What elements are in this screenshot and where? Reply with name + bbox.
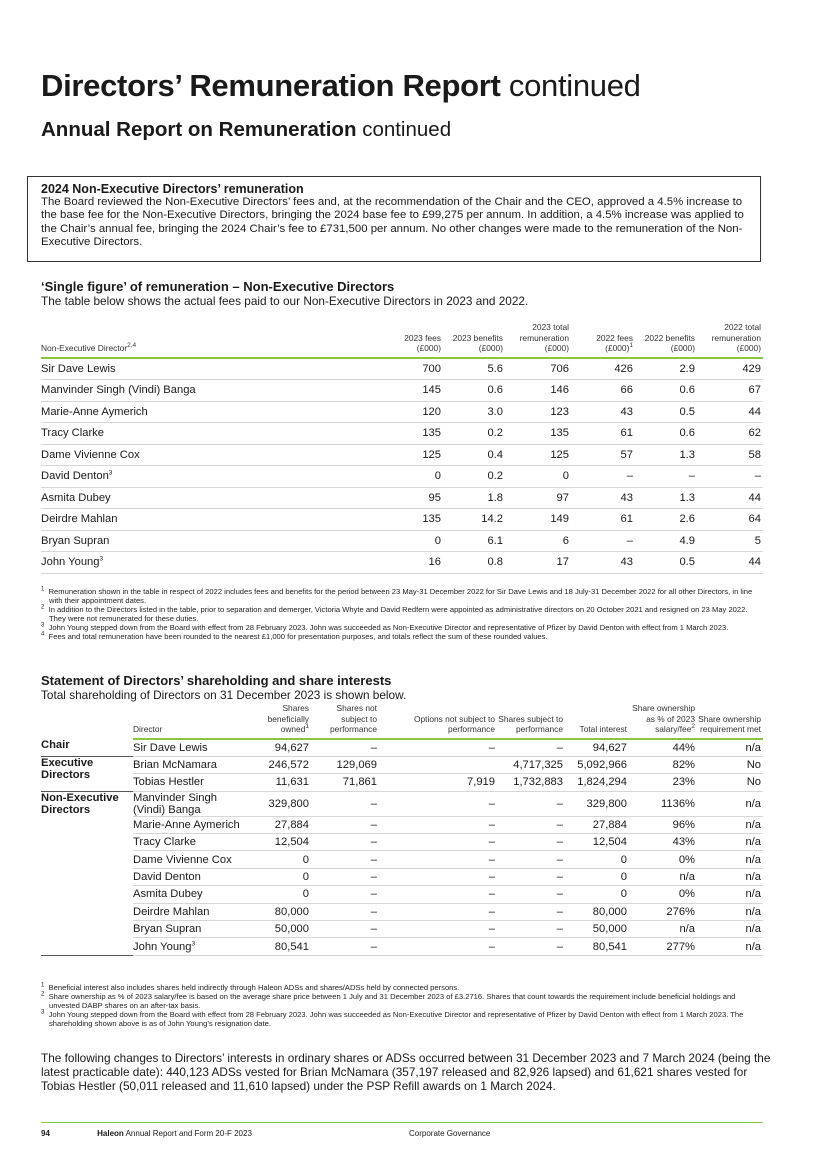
table-cell: 0 — [565, 851, 629, 868]
table-cell: 135 — [381, 423, 443, 445]
table-row — [41, 423, 763, 445]
single-figure-heading: ‘Single figure’ of remuneration – Non-Executive Directors — [41, 279, 395, 294]
table-cell: – — [379, 921, 497, 938]
table-cell: – — [497, 903, 565, 920]
director-name: John Young$^3$ — [41, 552, 381, 574]
table-cell: 16 — [381, 552, 443, 574]
table-cell: 0% — [629, 851, 697, 868]
director-name: David Denton — [133, 868, 251, 885]
table-cell: – — [379, 816, 497, 833]
col-header-2022-fees: 2022 fees (£000)$^1$ — [571, 322, 635, 358]
col-header-group — [41, 703, 133, 739]
footnote: $^1$ Beneficial interest also includes shares held indirectly through Haleon ADSs and shares/ADSs held by connected persons. — [41, 982, 460, 992]
shareholding-table — [41, 703, 763, 956]
footer-rule — [41, 1122, 763, 1123]
table-cell: 0 — [381, 530, 443, 552]
table-cell: 0% — [629, 886, 697, 903]
single-figure-table — [41, 322, 763, 574]
table-cell: 120 — [381, 401, 443, 423]
table-row — [41, 530, 763, 552]
table-cell: 58 — [697, 444, 763, 466]
table-cell: 5.6 — [443, 358, 505, 380]
col-header-requirement: Share ownership requirement met — [697, 703, 763, 739]
table-cell: 135 — [505, 423, 571, 445]
table-cell: 12,504 — [251, 834, 311, 851]
table-cell: 94,627 — [565, 739, 629, 757]
page-title: Directors’ Remuneration Report continued — [41, 68, 641, 103]
table-cell: 80,000 — [251, 903, 311, 920]
table-cell: 96% — [629, 816, 697, 833]
table-cell: 0.8 — [443, 552, 505, 574]
table-cell: – — [571, 530, 635, 552]
table-cell: n/a — [697, 851, 763, 868]
director-name: Bryan Supran — [133, 921, 251, 938]
table-row — [41, 444, 763, 466]
table-cell: – — [311, 851, 379, 868]
table-cell: No — [697, 774, 763, 791]
col-header-2023-benefits: 2023 benefits (£000) — [443, 322, 505, 358]
ned-remuneration-box — [27, 176, 761, 262]
table-cell: – — [497, 834, 565, 851]
box-body: The Board reviewed the Non-Executive Directors’ fees and, at the recommendation of the Chair and the CEO, approved a 4.5% increase to the base fee for the Non-Executive Directors, bringing the 2024 base fee to £99,275 per annum. In addition, a 4.5% increase was applied to the Chair’s annual fee, bringing the 2024 Chair’s fee to £731,500 per annum. No other changes were made to the remuneration of the Non-Executive Directors. — [41, 196, 744, 249]
table-row — [41, 739, 763, 757]
col-header-2023-total: 2023 total remuneration (£000) — [505, 322, 571, 358]
table-cell: n/a — [697, 886, 763, 903]
table-cell: n/a — [697, 903, 763, 920]
table-cell: 0 — [251, 886, 311, 903]
table-cell: 12,504 — [565, 834, 629, 851]
table-cell: 1,824,294 — [565, 774, 629, 791]
col-header-subject: Shares subject to performance — [497, 703, 565, 739]
table-cell: 277% — [629, 938, 697, 955]
col-header-director: Director — [133, 703, 251, 739]
table-cell: – — [379, 868, 497, 885]
table-cell: 0.2 — [443, 423, 505, 445]
table-cell: 14.2 — [443, 509, 505, 531]
table-cell: n/a — [697, 791, 763, 816]
director-name: Manvinder Singh (Vindi) Banga — [133, 791, 251, 816]
director-name: Asmita Dubey — [133, 886, 251, 903]
table-cell: 1136% — [629, 791, 697, 816]
table-cell: 0 — [565, 868, 629, 885]
table-cell: 82% — [629, 756, 697, 773]
table-cell: – — [497, 851, 565, 868]
col-header-ownership-pct: Share ownership as % of 2023 salary/fee$^2$ — [629, 703, 697, 739]
director-name: Marie-Anne Aymerich — [41, 401, 381, 423]
col-header-2022-total: 2022 total remuneration (£000) — [697, 322, 763, 358]
table-cell: 43 — [571, 487, 635, 509]
table-row — [41, 886, 763, 903]
table-cell: 43 — [571, 552, 635, 574]
group-label: Non-Executive Directors — [41, 791, 133, 955]
page-subtitle: Annual Report on Remuneration continued — [41, 118, 452, 141]
table-cell: No — [697, 756, 763, 773]
col-header-options: Options not subject to performance — [379, 703, 497, 739]
table-cell: 62 — [697, 423, 763, 445]
footer-brand: Haleon — [97, 1129, 124, 1138]
page-footer — [41, 1129, 491, 1138]
col-header-2022-benefits: 2022 benefits (£000) — [635, 322, 697, 358]
table-cell: 11,631 — [251, 774, 311, 791]
table-cell: 125 — [381, 444, 443, 466]
table-row — [41, 791, 763, 816]
table-cell: 0.5 — [635, 552, 697, 574]
table-cell: 0.6 — [635, 380, 697, 402]
table-cell: 4.9 — [635, 530, 697, 552]
table-cell: 80,000 — [565, 903, 629, 920]
table-cell: n/a — [697, 921, 763, 938]
table-cell: 95 — [381, 487, 443, 509]
table-row — [41, 358, 763, 380]
table-cell: 61 — [571, 423, 635, 445]
shareholding-heading: Statement of Directors’ shareholding and share interests — [41, 673, 392, 688]
group-label: Chair — [41, 739, 133, 757]
shareholding-footnotes — [41, 983, 763, 1028]
table-cell: – — [497, 816, 565, 833]
table-cell: – — [571, 466, 635, 488]
table-cell: 66 — [571, 380, 635, 402]
table-cell: 80,541 — [251, 938, 311, 955]
table-cell: – — [311, 791, 379, 816]
table-row — [41, 756, 763, 773]
table-cell: – — [311, 834, 379, 851]
table-cell: 0.4 — [443, 444, 505, 466]
table-cell: 44 — [697, 552, 763, 574]
table-cell: 57 — [571, 444, 635, 466]
table-cell: – — [311, 739, 379, 757]
table-cell: – — [379, 791, 497, 816]
table-cell: 43% — [629, 834, 697, 851]
table-cell: 67 — [697, 380, 763, 402]
table-cell: – — [379, 834, 497, 851]
table-row — [41, 921, 763, 938]
table-row — [41, 938, 763, 955]
table-cell: 2.6 — [635, 509, 697, 531]
table-cell — [379, 756, 497, 773]
table-cell: 97 — [505, 487, 571, 509]
table-cell: 17 — [505, 552, 571, 574]
table-cell: 4,717,325 — [497, 756, 565, 773]
table-cell: – — [379, 903, 497, 920]
table-cell: 80,541 — [565, 938, 629, 955]
table-row — [41, 509, 763, 531]
table-cell: 700 — [381, 358, 443, 380]
table-cell: 64 — [697, 509, 763, 531]
table-row — [41, 401, 763, 423]
table-cell: 43 — [571, 401, 635, 423]
table-row — [41, 816, 763, 833]
table-row — [41, 868, 763, 885]
director-name: Dame Vivienne Cox — [41, 444, 381, 466]
table-cell: 7,919 — [379, 774, 497, 791]
table-row — [41, 851, 763, 868]
table-cell: 27,884 — [251, 816, 311, 833]
table-cell: n/a — [697, 816, 763, 833]
single-figure-intro: The table below shows the actual fees paid to our Non-Executive Directors in 2023 and 2022. — [41, 294, 529, 308]
director-name: Sir Dave Lewis — [133, 739, 251, 757]
table-cell: 246,572 — [251, 756, 311, 773]
table-cell: 50,000 — [251, 921, 311, 938]
table-cell: n/a — [629, 868, 697, 885]
table-cell: 426 — [571, 358, 635, 380]
director-name: Marie-Anne Aymerich — [133, 816, 251, 833]
table-cell: 0 — [565, 886, 629, 903]
director-name: Sir Dave Lewis — [41, 358, 381, 380]
table-cell: 0.5 — [635, 401, 697, 423]
table-cell: – — [379, 739, 497, 757]
table-cell: – — [311, 938, 379, 955]
footnote: $^1$ Remuneration shown in the table in respect of 2022 includes fees and benefits for the period between 23 May-31 December 2022 for Sir Dave Lewis and 18 July-31 December 2022 for all other Directors, in line with their appointment dates. — [41, 586, 753, 605]
table-cell: 2.9 — [635, 358, 697, 380]
table-cell: – — [311, 921, 379, 938]
table-cell: 0.6 — [443, 380, 505, 402]
col-header-2023-fees: 2023 fees (£000) — [381, 322, 443, 358]
table-cell: 146 — [505, 380, 571, 402]
col-header-owned: Shares beneficially owned$^1$ — [251, 703, 311, 739]
table-cell: 3.0 — [443, 401, 505, 423]
table-cell: 0.6 — [635, 423, 697, 445]
table-cell: 27,884 — [565, 816, 629, 833]
col-header-not-subject: Shares not subject to performance — [311, 703, 379, 739]
footer-doc-title: Annual Report and Form 20-F 2023 — [125, 1129, 252, 1138]
director-name: Manvinder Singh (Vindi) Banga — [41, 380, 381, 402]
table-cell: – — [311, 816, 379, 833]
table-cell: – — [311, 868, 379, 885]
table-cell: 0.2 — [443, 466, 505, 488]
table-cell: 1.8 — [443, 487, 505, 509]
director-name: Tracy Clarke — [41, 423, 381, 445]
table-cell: 23% — [629, 774, 697, 791]
table-cell: – — [497, 739, 565, 757]
table-cell: – — [697, 466, 763, 488]
page-number: 94 — [41, 1129, 50, 1138]
single-figure-footnotes — [41, 587, 763, 641]
footnote: $^4$ Fees and total remuneration have been rounded to the nearest £1,000 for presentation purposes, and totals reflect the sum of these rounded values. — [41, 631, 548, 641]
closing-paragraph: The following changes to Directors’ interests in ordinary shares or ADSs occurred between 31 December 2023 and 7 March 2024 (being the latest practicable date): 440,123 ADSs vested for Brian McNamara (357,197 released and 82,926 lapsed) and 61,621 shares vested for Tobias Hestler (50,011 released and 11,610 lapsed) under the PSP Refill awards on 1 March 2024. — [41, 1051, 771, 1093]
table-cell: 0 — [381, 466, 443, 488]
table-cell: 1.3 — [635, 444, 697, 466]
table-cell: 5 — [697, 530, 763, 552]
table-cell: 1,732,883 — [497, 774, 565, 791]
table-row — [41, 487, 763, 509]
director-name: Tracy Clarke — [133, 834, 251, 851]
table-cell: 276% — [629, 903, 697, 920]
footnote: $^2$ Share ownership as % of 2023 salary/fee is based on the average share price between 1 July and 31 December 2023 of £3.2716. Shares that count towards the requirement include beneficial holdings and unvested DABP shares on an after-tax basis. — [41, 991, 736, 1010]
table-cell: 50,000 — [565, 921, 629, 938]
table-cell: – — [635, 466, 697, 488]
table-header-row — [41, 322, 763, 358]
table-cell: n/a — [697, 938, 763, 955]
director-name: Bryan Supran — [41, 530, 381, 552]
table-cell: – — [497, 886, 565, 903]
footnote: $^2$ In addition to the Directors listed in the table, prior to separation and demerger, Victoria Whyte and David Redfern were appointed as administrative directors on 20 October 2021 and resigned on 23 May 2022. They were not remunerated for these duties. — [41, 604, 748, 623]
table-cell: 44% — [629, 739, 697, 757]
director-name: Brian McNamara — [133, 756, 251, 773]
group-label: Executive Directors — [41, 756, 133, 791]
col-header-director: Non-Executive Director$^{2,4}$ — [41, 322, 381, 358]
shareholding-intro: Total shareholding of Directors on 31 December 2023 is shown below. — [41, 688, 407, 702]
table-row — [41, 903, 763, 920]
table-cell: 0 — [251, 851, 311, 868]
director-name: Dame Vivienne Cox — [133, 851, 251, 868]
table-row — [41, 380, 763, 402]
director-name: Asmita Dubey — [41, 487, 381, 509]
table-cell: – — [379, 886, 497, 903]
table-cell: 429 — [697, 358, 763, 380]
col-header-total: Total interest — [565, 703, 629, 739]
table-cell: 1.3 — [635, 487, 697, 509]
table-row — [41, 774, 763, 791]
table-cell: – — [497, 791, 565, 816]
director-name: John Young$^3$ — [133, 938, 251, 955]
table-cell: – — [311, 886, 379, 903]
table-header-row — [41, 703, 763, 739]
table-cell: – — [497, 921, 565, 938]
table-row — [41, 466, 763, 488]
table-cell: 61 — [571, 509, 635, 531]
table-cell: 5,092,966 — [565, 756, 629, 773]
table-cell: 329,800 — [565, 791, 629, 816]
table-cell: 329,800 — [251, 791, 311, 816]
table-cell: 6.1 — [443, 530, 505, 552]
table-row — [41, 834, 763, 851]
table-cell: 125 — [505, 444, 571, 466]
table-cell: – — [311, 903, 379, 920]
table-row — [41, 552, 763, 574]
table-cell: 6 — [505, 530, 571, 552]
footer-section: Corporate Governance — [409, 1129, 491, 1138]
director-name: Deirdre Mahlan — [41, 509, 381, 531]
table-cell: 94,627 — [251, 739, 311, 757]
box-heading: 2024 Non-Executive Directors’ remuneration — [41, 182, 304, 196]
table-cell: – — [379, 938, 497, 955]
footnote: $^3$ John Young stepped down from the Board with effect from 28 February 2023. John was succeeded as Non-Executive Director and representative of Pfizer by David Denton with effect from 1 March 2023. — [41, 622, 729, 632]
table-cell: 0 — [505, 466, 571, 488]
footnote: $^3$ John Young stepped down from the Board with effect from 28 February 2023. John was succeeded as Non-Executive Director and representative of Pfizer by David Denton with effect from 1 March 2023. The shareholding shown above is as of John Young’s resignation date. — [41, 1009, 744, 1028]
table-cell: n/a — [697, 834, 763, 851]
table-cell: 0 — [251, 868, 311, 885]
table-cell: – — [379, 851, 497, 868]
table-cell: n/a — [697, 868, 763, 885]
table-cell: – — [497, 938, 565, 955]
table-cell: 44 — [697, 401, 763, 423]
table-cell: 44 — [697, 487, 763, 509]
table-cell: n/a — [629, 921, 697, 938]
table-cell: 706 — [505, 358, 571, 380]
table-cell: – — [497, 868, 565, 885]
table-cell: 145 — [381, 380, 443, 402]
table-cell: 123 — [505, 401, 571, 423]
table-cell: 149 — [505, 509, 571, 531]
table-cell: n/a — [697, 739, 763, 757]
table-cell: 71,861 — [311, 774, 379, 791]
director-name: David Denton$^3$ — [41, 466, 381, 488]
table-cell: 129,069 — [311, 756, 379, 773]
director-name: Deirdre Mahlan — [133, 903, 251, 920]
director-name: Tobias Hestler — [133, 774, 251, 791]
table-cell: 135 — [381, 509, 443, 531]
